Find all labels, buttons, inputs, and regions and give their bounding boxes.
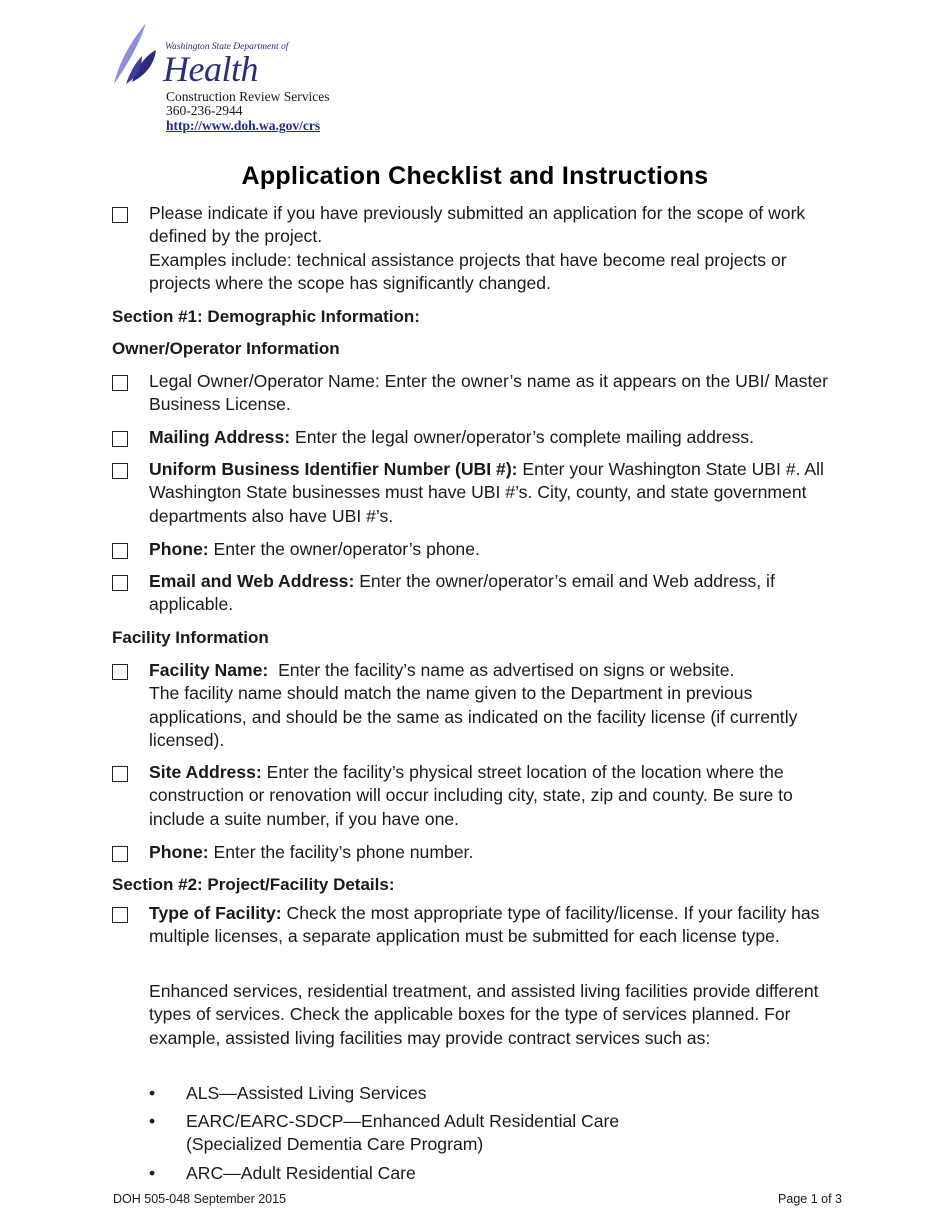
facility-phone-checkbox[interactable] [112,846,128,862]
previous-application-text: Please indicate if you have previously submitted an application for the scope of work defined by the project. [149,203,806,247]
section2-heading: Section #2: Project/Facility Details: [112,875,395,894]
previous-application-checkbox[interactable] [112,207,128,223]
mailing-address-text: Enter the legal owner/operator’s complete mailing address. [290,427,754,447]
form-id: DOH 505-048 September 2015 [113,1192,287,1206]
office-phone: 360-236-2944 [166,103,243,118]
bullet-text-continued: (Specialized Dementia Care Program) [186,1134,484,1154]
owner-name-checkbox[interactable] [112,375,128,391]
ubi-label: Uniform Business Identifier Number (UBI #): [149,459,518,479]
doh-leaf-logo-icon [112,20,164,90]
facility-name-note: The facility name should match the name given to the Department in previous applications, and should be the same as indicated on the facility license (if currently licensed). [149,683,798,750]
facility-phone-label: Phone: [149,842,209,862]
mailing-address-label: Mailing Address: [149,427,291,447]
owner-phone-text: Enter the owner/operator’s phone. [208,539,480,559]
bullet-text: EARC/EARC-SDCP—Enhanced Adult Residential Care [186,1111,620,1131]
office-url-link[interactable]: http://www.doh.wa.gov/crs [166,118,321,133]
bullet-text: ALS—Assisted Living Services [186,1083,427,1103]
enhanced-services-text: Enhanced services, residential treatment, and assisted living facilities provide different types of services. Check the applicable boxes for the type of services planned. For example, assisted living facilities may provide contract services such as: [149,981,819,1048]
bullet-icon: • [149,1163,156,1183]
facility-type-text: Check the most appropriate type of facility/license. If your facility has multiple licenses, a separate application must be submitted for each license type. [149,903,820,947]
previous-application-examples: Examples include: technical assistance projects that have become real projects or projects where the scope has significantly changed. [149,249,787,293]
page-number: Page 1 of 3 [778,1192,842,1206]
email-web-text: Enter the owner/operator’s email and Web address, if applicable. [149,571,775,615]
page-title: Application Checklist and Instructions [241,162,709,190]
site-address-checkbox[interactable] [112,766,128,782]
facility-name-text: Enter the facility’s name as advertised on signs or website. [268,660,735,680]
email-web-checkbox[interactable] [112,575,128,591]
site-address-text: Enter the facility’s physical street location of the location where the construction or renovation will occur including city, state, zip and county. Be sure to include a suite number, if you have one. [149,762,793,829]
owner-info-heading: Owner/Operator Information [112,339,340,358]
site-address-label: Site Address: [149,762,262,782]
office-name: Construction Review Services [166,89,330,104]
section1-heading: Section #1: Demographic Information: [112,307,420,326]
ubi-checkbox[interactable] [112,463,128,479]
doh-logo [112,20,372,140]
facility-name-label: Facility Name: [149,660,269,680]
email-web-label: Email and Web Address: [149,571,355,591]
owner-phone-checkbox[interactable] [112,543,128,559]
facility-type-label: Type of Facility: [149,903,282,923]
owner-phone-label: Phone: [149,539,209,559]
facility-type-checkbox[interactable] [112,907,128,923]
ubi-text: Enter your Washington State UBI #. All Washington State businesses must have UBI #’s. City, county, and state government departments also have UBI #’s. [149,459,824,526]
bullet-icon: • [149,1083,156,1103]
facility-phone-text: Enter the facility’s phone number. [208,842,474,862]
facility-info-heading: Facility Information [112,628,269,647]
facility-name-checkbox[interactable] [112,664,128,680]
bullet-icon: • [149,1111,156,1131]
dept-label: Washington State Department of [165,42,289,52]
owner-name-text: Legal Owner/Operator Name: Enter the owner’s name as it appears on the UBI/ Master Business License. [149,371,829,415]
health-wordmark: Health [163,49,258,89]
bullet-text: ARC—Adult Residential Care [186,1163,416,1183]
mailing-address-checkbox[interactable] [112,431,128,447]
